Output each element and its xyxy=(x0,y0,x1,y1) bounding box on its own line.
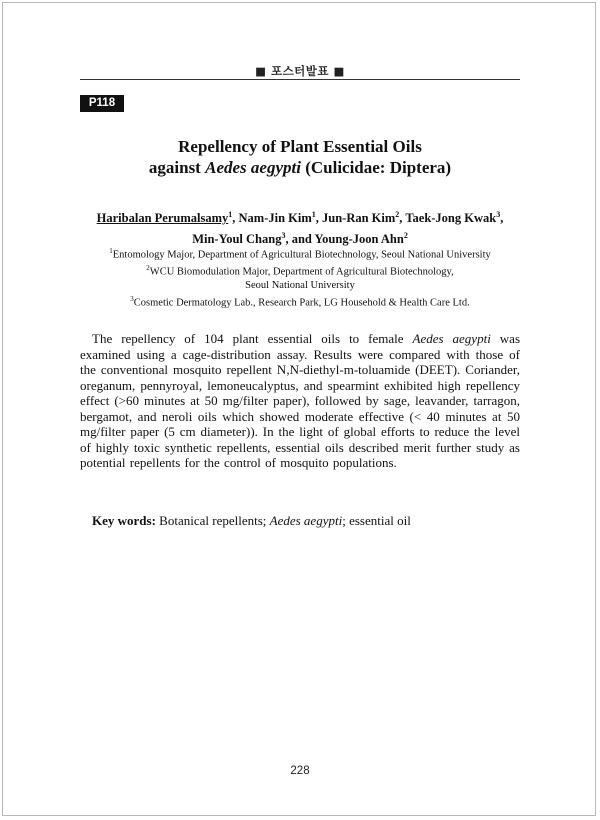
affiliation-sup: 1 xyxy=(109,247,113,255)
affiliation-text: Cosmetic Dermatology Lab., Research Park, LG Household & Health Care Ltd. xyxy=(133,297,470,308)
paper-title xyxy=(80,136,520,178)
affiliation-text: Seoul National University xyxy=(245,280,355,291)
title-species: Aedes aegypti xyxy=(205,158,301,177)
abstract-species: Aedes aegypti xyxy=(412,331,491,346)
author-sup: 2 xyxy=(403,231,408,241)
author-name: Min-Youl Chang xyxy=(192,232,282,247)
abstract-text: The repellency of 104 plant essential oils to female xyxy=(92,331,413,346)
title-prefix: against xyxy=(148,158,206,177)
title-line-2 xyxy=(80,157,520,178)
affiliation-line xyxy=(80,279,520,293)
keywords-label: Key words: xyxy=(92,513,156,528)
affiliation-line xyxy=(80,245,520,262)
affiliation-sup: 2 xyxy=(146,264,150,272)
author-sup: 2 xyxy=(395,210,400,219)
author-sup: 1 xyxy=(228,210,233,219)
poster-code-badge: P118 xyxy=(80,95,124,112)
affiliation-sup: 3 xyxy=(130,294,134,303)
header-rule xyxy=(80,79,520,80)
affiliation-line xyxy=(80,293,520,310)
author-name: Young-Joon Ahn xyxy=(314,232,404,247)
author-list xyxy=(80,206,520,248)
author-sup: 3 xyxy=(281,231,286,241)
author-sup: 3 xyxy=(496,210,501,219)
author-name: Jun-Ran Kim xyxy=(322,211,396,226)
author-separator: , xyxy=(315,211,323,226)
keywords-text: ; essential oil xyxy=(342,513,411,528)
keywords-text: Botanical repellents; xyxy=(155,513,270,528)
author-sup: 1 xyxy=(311,210,316,219)
author-name: Nam-Jin Kim xyxy=(238,211,312,226)
author-name: Taek-Jong Kwak xyxy=(405,211,497,226)
author-separator: , xyxy=(399,211,406,226)
affiliation-text: Entomology Major, Department of Agricultural Biotechnology, Seoul National University xyxy=(112,249,491,261)
abstract-text: was examined using a cage-distribution assay. Results were compared with those of the conventional mosquito repellent N,N-diethyl-m-toluamide (DEET). Coriander, oreganum, pennyroyal, lemoneucalyptus, and spearmint exhibited high repellency effect (>60 minutes at 50 mg/filter paper), followed by sage, leavander, tarragon, bergamot, and neroli oils which showed moderate effective (< 40 minutes at 50 mg/filter paper (5 cm diameter)). In the light of global efforts to reduce the level of highly toxic synthetic repellents, essential oils described merit further study as potential repellents for the control of mosquito populations. xyxy=(80,331,521,470)
keywords-species: Aedes aegypti xyxy=(269,513,343,528)
affiliation-text: WCU Biomodulation Major, Department of Agricultural Biotechnology, xyxy=(149,266,454,278)
section-header: ■ 포스터발표 ■ xyxy=(255,64,345,78)
page-number: 228 xyxy=(290,765,310,777)
title-line-1: Repellency of Plant Essential Oils xyxy=(178,137,422,156)
keywords xyxy=(80,513,520,529)
title-suffix: (Culicidae: Diptera) xyxy=(300,158,452,177)
abstract-body xyxy=(80,331,520,471)
author-separator: , and xyxy=(285,232,315,247)
author-separator: , xyxy=(500,211,504,226)
affiliation-list xyxy=(80,245,520,310)
author-separator: , xyxy=(232,211,239,226)
author-name: Haribalan Perumalsamy xyxy=(96,211,229,226)
affiliation-line xyxy=(80,262,520,279)
